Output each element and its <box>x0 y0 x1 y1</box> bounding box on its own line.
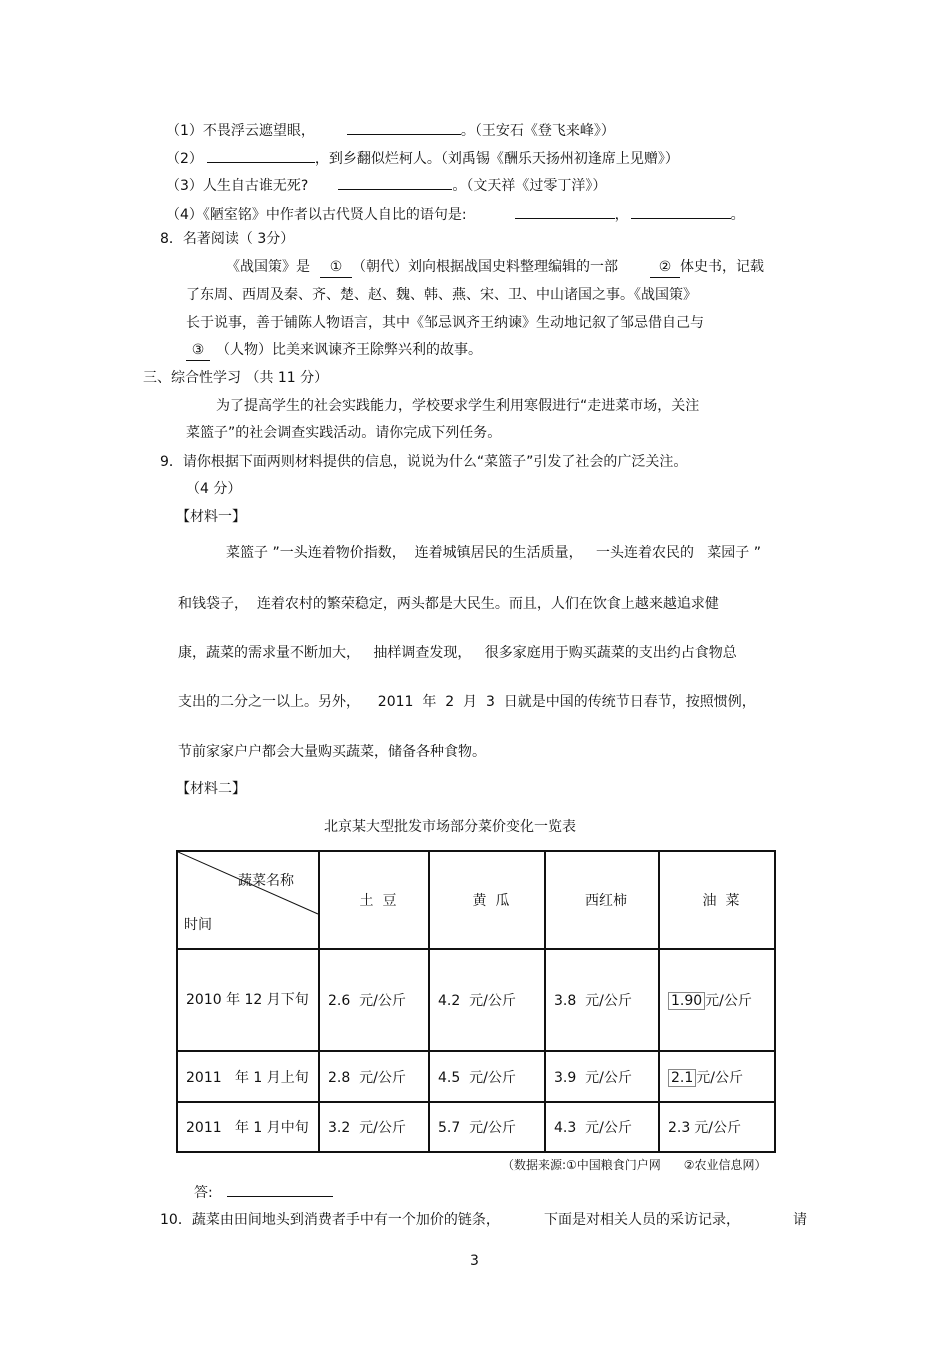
material-1-line-1: 菜篮子 ”一头连着物价指数， 连着城镇居民的生活质量， 一头连着农民的 菜园子 ” <box>226 545 762 561</box>
q9-question: 9．请你根据下面两则材料提供的信息，说说为什么“菜篮子”引发了社会的广泛关注。 <box>160 454 688 470</box>
q10-line-1-b: 下面是对相关人员的采访记录， <box>544 1212 740 1228</box>
material-1-line-4: 支出的二分之一以上。另外， 2011 年 2 月 3 日就是中国的传统节日春节，按照惯例， <box>178 694 756 710</box>
header-veg-label: 蔬菜名称 <box>238 873 294 889</box>
price-table <box>176 850 776 1153</box>
table-cell: 4.3 元/公斤 <box>545 1102 659 1152</box>
boxed-value: 2.1 <box>668 1069 696 1087</box>
col-cucumber: 黄 瓜 <box>429 851 545 949</box>
row-time: 2011 年 1 月上旬 <box>177 1051 319 1102</box>
marker-2: ② <box>650 257 680 278</box>
table-cell: 2.8 元/公斤 <box>319 1051 429 1102</box>
table-cell: 3.9 元/公斤 <box>545 1051 659 1102</box>
answer-blank[interactable] <box>338 174 452 190</box>
data-source: （数据来源:①中国粮食门户网 ②农业信息网） <box>502 1158 767 1172</box>
table-cell: 5.7 元/公斤 <box>429 1102 545 1152</box>
table-row <box>177 1051 775 1102</box>
material-1-line-2: 和钱袋子， 连着农村的繁荣稳定，两头都是大民生。而且，人们在饮食上越来越追求健 <box>178 596 719 612</box>
header-time-label: 时间 <box>184 917 212 933</box>
q9-score: （4 分） <box>186 481 242 497</box>
table-cell: 4.5 元/公斤 <box>429 1051 545 1102</box>
answer-line: 答: <box>194 1181 333 1203</box>
table-cell: 3.2 元/公斤 <box>319 1102 429 1152</box>
q10-line-1: 10．蔬菜由田间地头到消费者手中有一个加价的链条， <box>160 1212 500 1228</box>
q8-para-line-2: 了东周、西周及秦、齐、楚、赵、魏、韩、燕、宋、卫、中山诸国之事。《战国策》 <box>186 287 697 303</box>
q7-line-1: （1）不畏浮云遮望眼， 。（王安石《登飞来峰》） <box>166 119 615 141</box>
marker-1: ① <box>320 257 352 278</box>
material-2-title: 【材料二】 <box>176 781 246 797</box>
section-3-intro-2: 菜篮子”的社会调查实践活动。请你完成下列任务。 <box>186 425 502 441</box>
q7-line-3: （3）人生自古谁无死? 。（文天祥《过零丁洋》） <box>166 174 606 196</box>
section-3-title: 三、综合性学习 （共 11 分） <box>143 370 329 386</box>
answer-blank[interactable] <box>515 203 615 219</box>
table-cell: 4.2 元/公斤 <box>429 949 545 1051</box>
row-time: 2010 年 12 月下旬 <box>177 949 319 1051</box>
q7-line-4: （4）《陋室铭》中作者以古代贤人自比的语句是: ， 。 <box>166 203 745 225</box>
row-time: 2011 年 1 月中旬 <box>177 1102 319 1152</box>
material-1-line-3: 康，蔬菜的需求量不断加大， 抽样调查发现， 很多家庭用于购买蔬菜的支出约占食物总 <box>178 645 737 661</box>
table-cell: 2.6 元/公斤 <box>319 949 429 1051</box>
q10-line-1-c: 请 <box>793 1212 807 1228</box>
col-tomato: 西红柿 <box>545 851 659 949</box>
answer-blank[interactable] <box>227 1181 333 1197</box>
col-rape: 油 菜 <box>659 851 775 949</box>
q8-para-line-1: 《战国策》是 ① （朝代）刘向根据战国史料整理编辑的一部 ② 体史书，记载 <box>226 257 764 278</box>
answer-blank[interactable] <box>631 203 731 219</box>
table-corner-cell <box>177 851 319 949</box>
table-title: 北京某大型批发市场部分菜价变化一览表 <box>324 819 576 835</box>
answer-blank[interactable] <box>207 147 315 163</box>
page-number: 3 <box>470 1253 479 1269</box>
table-cell: 1.90 元/公斤 <box>659 949 775 1051</box>
boxed-value: 1.90 <box>668 992 705 1010</box>
table-row <box>177 1102 775 1152</box>
col-potato: 土 豆 <box>319 851 429 949</box>
answer-blank[interactable] <box>347 119 461 135</box>
material-1-title: 【材料一】 <box>176 509 246 525</box>
table-cell: 2.1 元/公斤 <box>659 1051 775 1102</box>
q8-para-line-3: 长于说事，善于铺陈人物语言，其中《邹忌讽齐王纳谏》生动地记叙了邹忌借自己与 <box>186 315 704 331</box>
marker-3: ③ <box>186 340 210 361</box>
q8-para-line-4: ③ （人物）比美来讽谏齐王除弊兴利的故事。 <box>186 340 482 361</box>
table-cell: 2.3 元/公斤 <box>659 1102 775 1152</box>
q7-line-2: （2） ，到乡翻似烂柯人。（刘禹锡《酬乐天扬州初逢席上见赠》） <box>166 147 679 169</box>
q8-title: 8．名著阅读（ 3分） <box>160 231 295 247</box>
section-3-intro-1: 为了提高学生的社会实践能力，学校要求学生利用寒假进行“走进菜市场，关注 <box>216 398 700 414</box>
table-header-row <box>177 851 775 949</box>
material-1-line-5: 节前家家户户都会大量购买蔬菜，储备各种食物。 <box>178 744 486 760</box>
table-row <box>177 949 775 1051</box>
table-cell: 3.8 元/公斤 <box>545 949 659 1051</box>
